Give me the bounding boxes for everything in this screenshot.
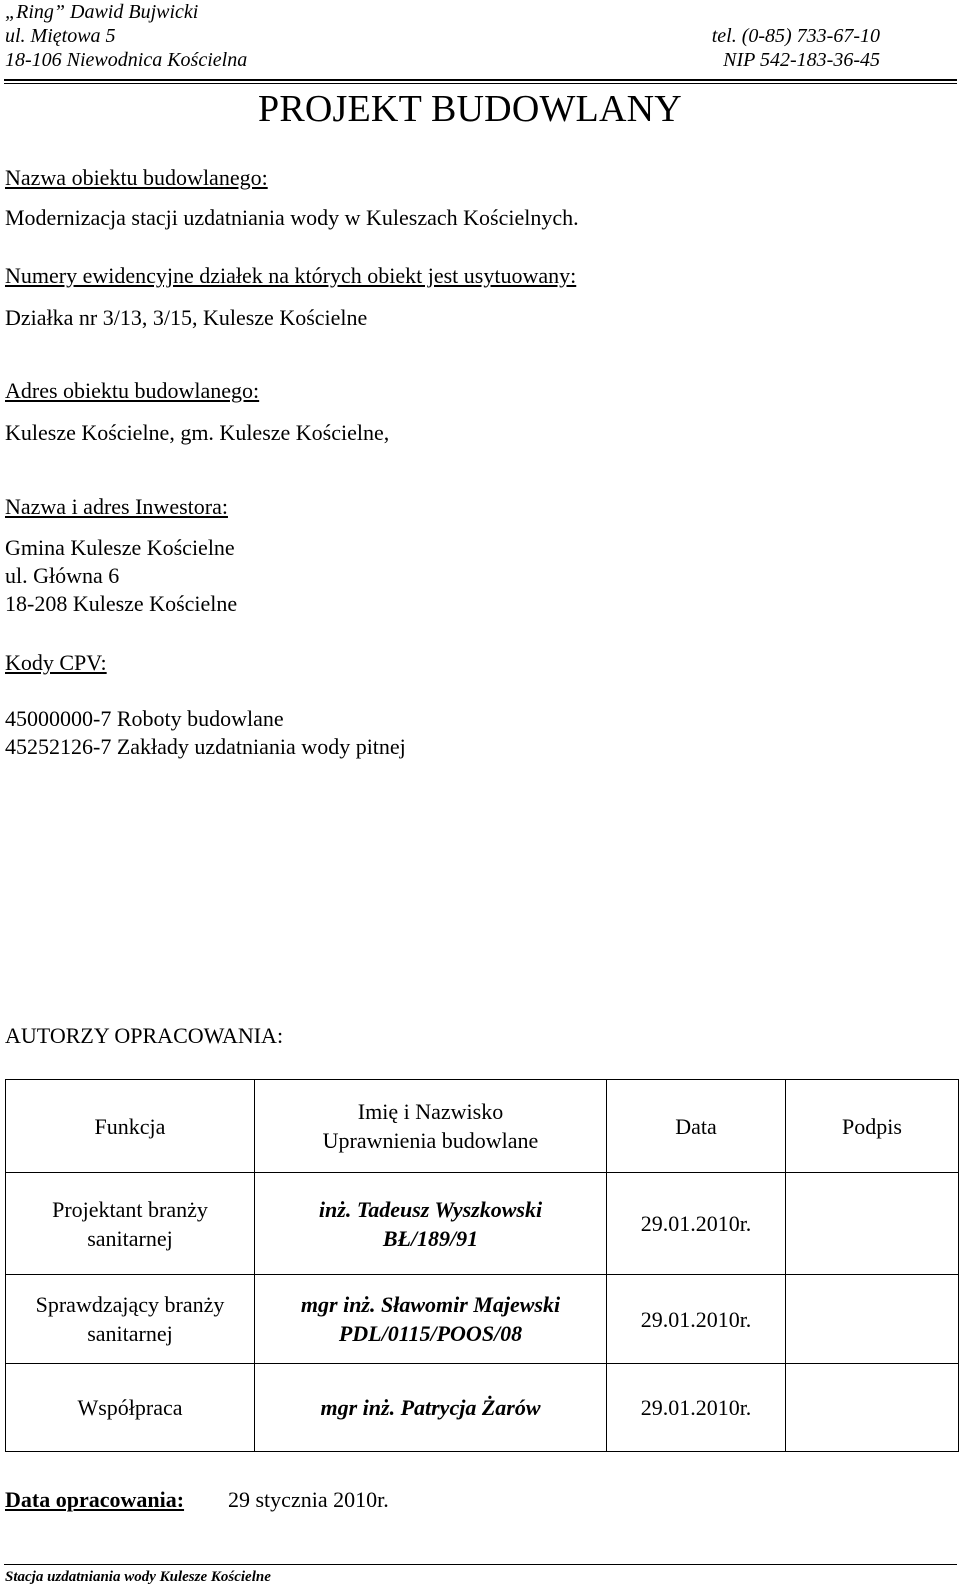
company-city: 18-106 Niewodnica Kościelna [5, 49, 248, 71]
column-header-function: Funkcja [6, 1080, 255, 1173]
document-title: PROJEKT BUDOWLANY [258, 88, 682, 130]
author-function-line2: sanitarnej [87, 1225, 173, 1251]
authors-heading: AUTORZY OPRACOWANIA: [5, 1023, 284, 1048]
address-value: Kulesze Kościelne, gm. Kulesze Kościelne, [5, 420, 390, 445]
author-date: 29.01.2010r. [607, 1275, 786, 1364]
author-signature [786, 1364, 959, 1452]
author-date: 29.01.2010r. [607, 1173, 786, 1275]
header-divider [4, 79, 957, 84]
author-function-line1: Sprawdzający branży [35, 1292, 225, 1317]
footer-divider [4, 1564, 957, 1565]
investor-label: Nazwa i adres Inwestora: [5, 494, 228, 519]
address-label: Adres obiektu budowlanego: [5, 378, 260, 403]
prepared-label: Data opracowania: [5, 1487, 185, 1512]
table-header-row [6, 1080, 959, 1173]
author-name-text: inż. Tadeusz Wyszkowski [318, 1196, 543, 1222]
company-nip: NIP 542-183-36-45 [723, 49, 880, 71]
investor-line: 18-208 Kulesze Kościelne [5, 591, 238, 616]
footer-text: Stacja uzdatniania wody Kulesze Kościelne [5, 1569, 271, 1585]
cpv-label: Kody CPV: [5, 650, 107, 675]
investor-line: Gmina Kulesze Kościelne [5, 535, 235, 560]
author-name [255, 1275, 607, 1364]
plots-label: Numery ewidencyjne działek na których obiekt jest usytuowany: [5, 263, 577, 288]
author-name [255, 1173, 607, 1275]
author-license: PDL/0115/POOS/08 [338, 1321, 523, 1346]
author-signature [786, 1275, 959, 1364]
author-license: BŁ/189/91 [382, 1225, 479, 1251]
author-function [6, 1364, 255, 1452]
investor-line: ul. Główna 6 [5, 563, 120, 588]
author-function-line2: sanitarnej [87, 1321, 173, 1346]
author-date: 29.01.2010r. [607, 1364, 786, 1452]
company-name: „Ring” Dawid Bujwicki [5, 1, 199, 23]
plots-value: Działka nr 3/13, 3/15, Kulesze Kościelne [5, 305, 368, 330]
author-name [255, 1364, 607, 1452]
cpv-code: 45252126-7 Zakłady uzdatniania wody pitnej [5, 734, 406, 759]
author-function-line1: Współpraca [77, 1395, 183, 1420]
company-street: ul. Miętowa 5 [5, 25, 116, 47]
author-name-text: mgr inż. Patrycja Żarów [320, 1395, 541, 1420]
author-function [6, 1275, 255, 1364]
cpv-code: 45000000-7 Roboty budowlane [5, 706, 284, 731]
column-header-name-line1: Imię i Nazwisko [357, 1099, 504, 1124]
authors-table [5, 1079, 959, 1452]
author-name-text: mgr inż. Sławomir Majewski [300, 1292, 561, 1317]
table-row [6, 1173, 959, 1275]
table-row [6, 1275, 959, 1364]
author-function-line1: Projektant branży [52, 1196, 208, 1222]
column-header-signature: Podpis [786, 1080, 959, 1173]
column-header-name-line2: Uprawnienia budowlane [322, 1128, 539, 1153]
prepared-value: 29 stycznia 2010r. [228, 1487, 389, 1512]
column-header-name [255, 1080, 607, 1173]
author-signature [786, 1173, 959, 1275]
table-row [6, 1364, 959, 1452]
author-function [6, 1173, 255, 1275]
company-phone: tel. (0-85) 733-67-10 [711, 25, 880, 47]
column-header-date: Data [607, 1080, 786, 1173]
object-name-label: Nazwa obiektu budowlanego: [5, 165, 268, 190]
object-name-value: Modernizacja stacji uzdatniania wody w Kuleszach Kościelnych. [5, 205, 579, 230]
